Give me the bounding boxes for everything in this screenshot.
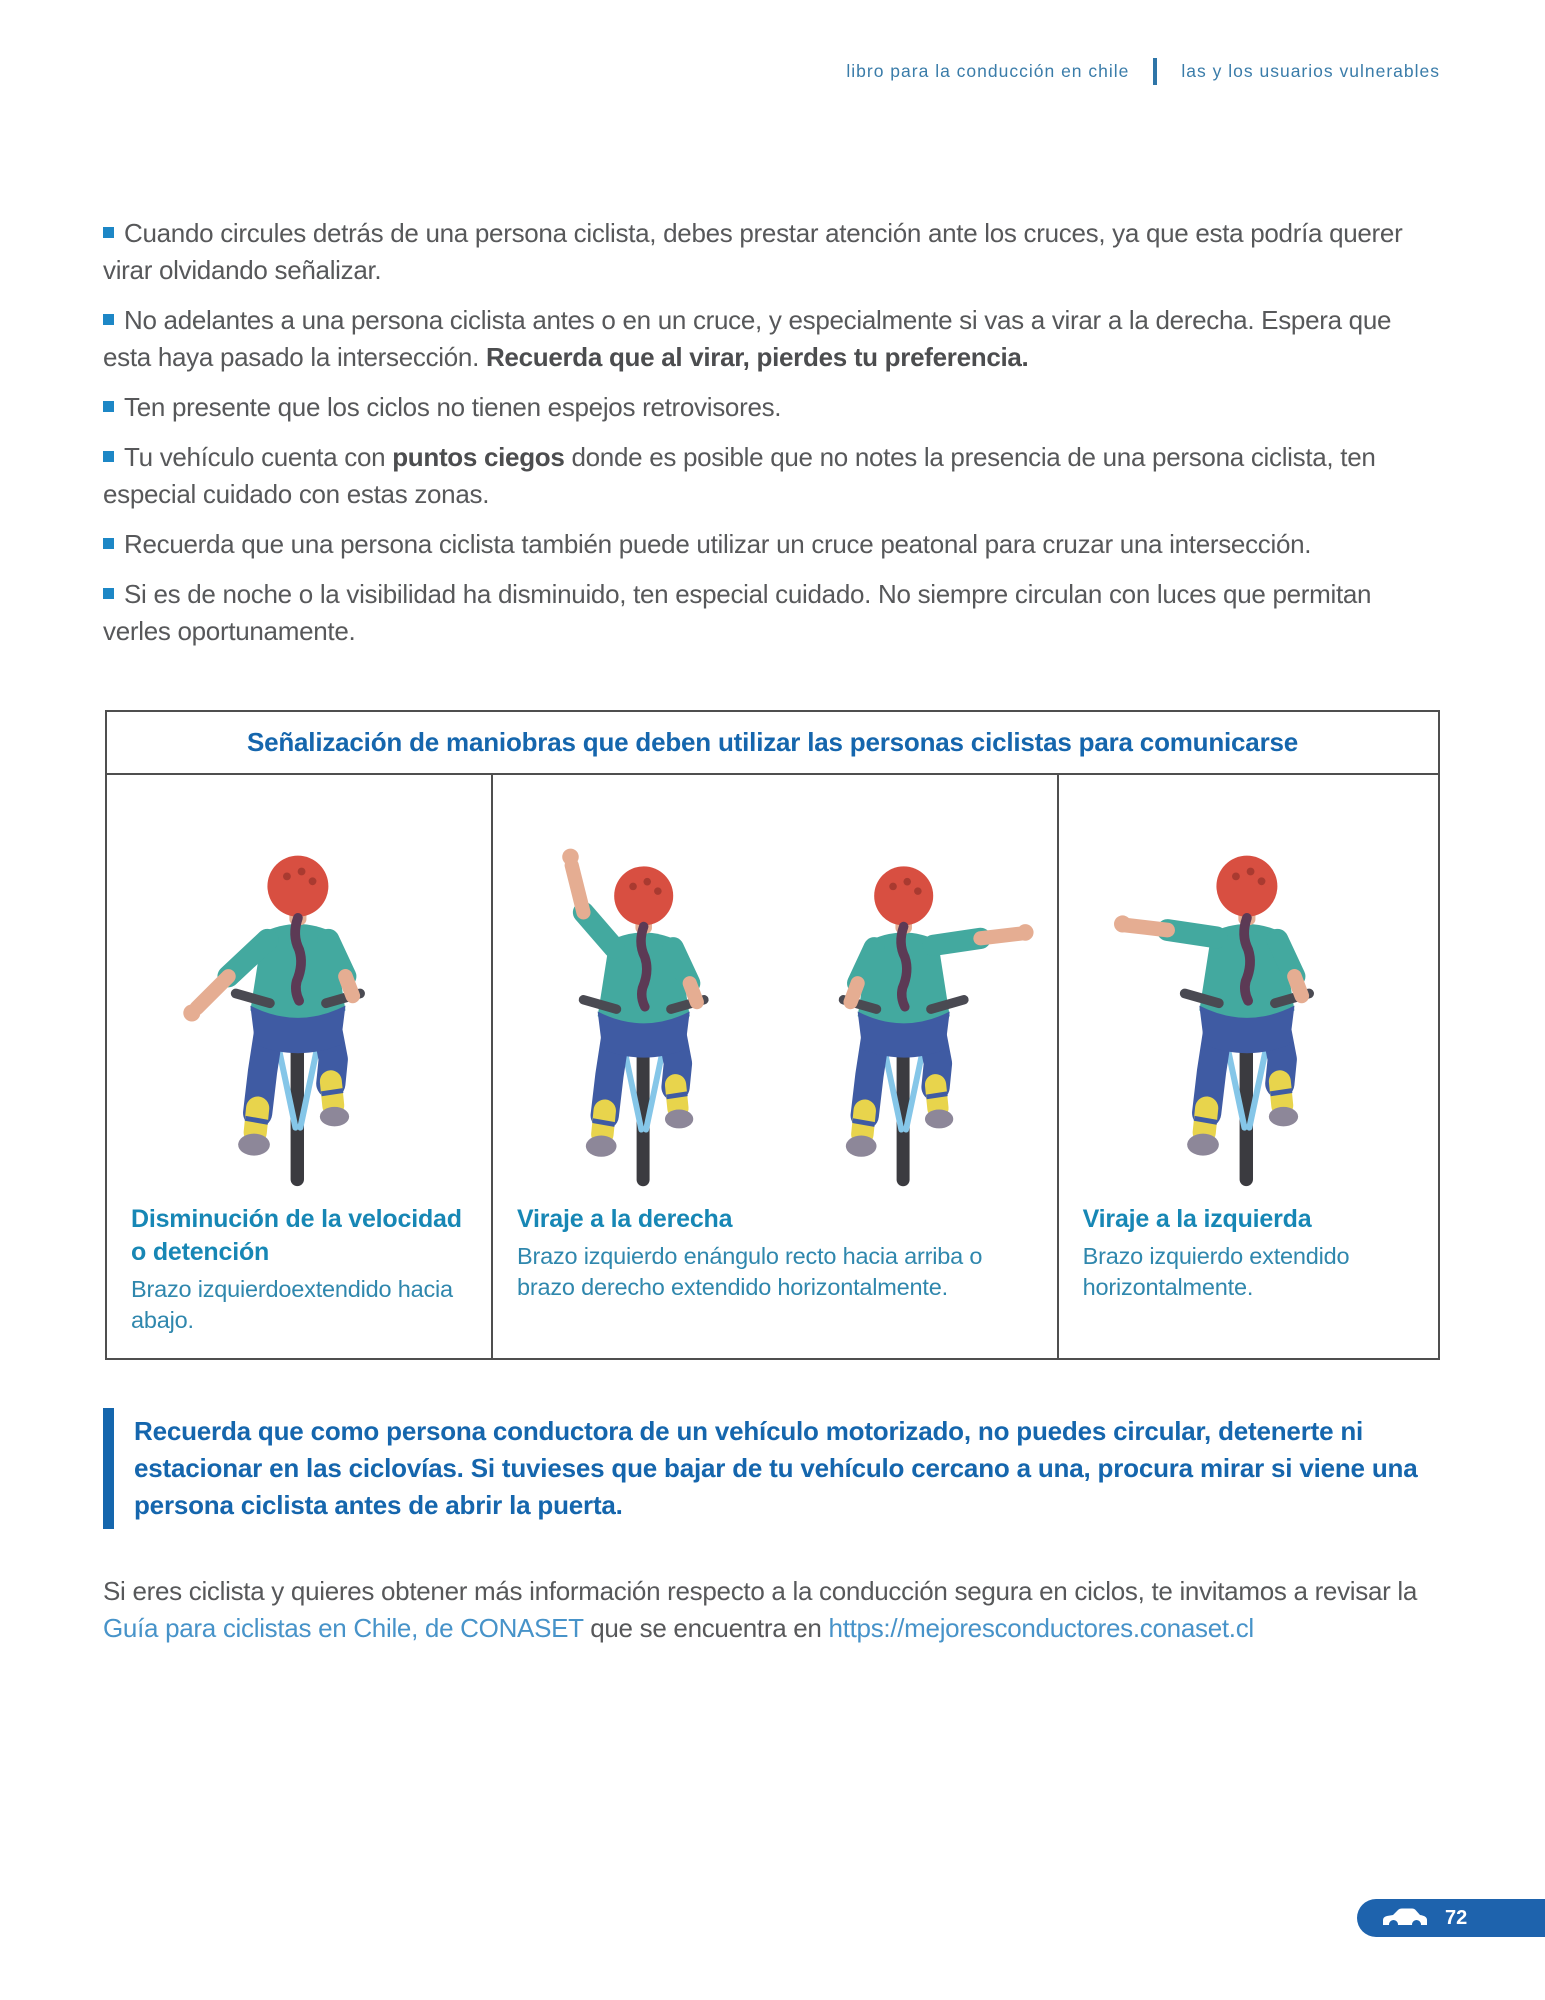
bullet-text: No adelantes a una persona ciclista antes o en un cruce, y especialmente si vas a virar a la derecha. Espera que esta haya pasado la intersección. <box>103 305 1392 372</box>
header-separator <box>1153 58 1157 85</box>
bullet-square-icon <box>103 538 114 549</box>
panel-left-turn <box>1059 775 1438 1358</box>
bullet-list <box>103 215 1442 650</box>
panel-illustration <box>107 775 491 1193</box>
bullet-square-icon <box>103 314 114 325</box>
header-section-title: las y los usuarios vulnerables <box>1181 61 1440 81</box>
panel-caption <box>1059 1193 1438 1321</box>
bullet-square-icon <box>103 227 114 238</box>
panel-caption <box>107 1193 491 1354</box>
bullet-text: donde es posible que no notes la presencia de una persona ciclista, ten especial cuidado con estas zonas. <box>103 442 1376 509</box>
header-book-title: libro para la conducción en chile <box>846 61 1130 81</box>
conaset-url-link[interactable]: https://mejoresconductores.conaset.cl <box>828 1613 1254 1643</box>
closing-text: Si eres ciclista y quieres obtener más información respecto a la conducción segura en ciclos, te invitamos a revisar la <box>103 1576 1418 1606</box>
bullet-text-bold: Recuerda que al virar, pierdes tu preferencia. <box>485 342 1029 372</box>
bullet-text: Ten presente que los ciclos no tienen espejos retrovisores. <box>124 392 782 422</box>
panel-slow-or-stop <box>107 775 493 1358</box>
bullet-text: Recuerda que una persona ciclista también puede utilizar un cruce peatonal para cruzar una intersección. <box>124 529 1312 559</box>
list-item <box>103 389 1442 426</box>
cycleway-callout: Recuerda que como persona conductora de un vehículo motorizado, no puedes circular, detenerte ni estacionar en las ciclovías. Si tuvieses que bajar de tu vehículo cercano a una, procura mirar si viene una persona ciclista antes de abrir la puerta. <box>103 1408 1440 1529</box>
panel-caption <box>493 1193 1057 1321</box>
panel-description: Brazo izquierdoextendido hacia abajo. <box>131 1276 453 1333</box>
cyclist-arm-up-illustration <box>515 825 775 1191</box>
bullet-square-icon <box>103 401 114 412</box>
panel-heading: Disminución de la velocidad o detención <box>131 1205 462 1266</box>
panel-description: Brazo izquierdo extendido horizontalmente. <box>1082 1243 1350 1300</box>
bullet-text: Tu vehículo cuenta con <box>124 442 393 472</box>
list-item <box>103 439 1442 513</box>
figure-panels <box>107 775 1438 1358</box>
panel-description: Brazo izquierdo enángulo recto hacia arriba o brazo derecho extendido horizontalmente. <box>516 1243 983 1300</box>
panel-illustration <box>493 775 1057 1193</box>
cyclist-arm-down-illustration <box>165 813 433 1191</box>
list-item <box>103 302 1442 376</box>
figure-title: Señalización de maniobras que deben utilizar las personas ciclistas para comunicarse <box>107 712 1438 775</box>
list-item <box>103 576 1442 650</box>
bullet-text: Si es de noche o la visibilidad ha disminuido, ten especial cuidado. No siempre circulan con luces que permitan verles oportunamente. <box>103 579 1372 646</box>
bullet-text: Cuando circules detrás de una persona ciclista, debes prestar atención ante los cruces, ya que esta podría querer virar olvidando señalizar. <box>103 218 1403 285</box>
bullet-square-icon <box>103 588 114 599</box>
car-icon <box>1381 1906 1429 1930</box>
bullet-square-icon <box>103 451 114 462</box>
list-item <box>103 215 1442 289</box>
page-number: 72 <box>1445 1906 1468 1929</box>
guide-link[interactable]: Guía para ciclistas en Chile, de CONASET <box>103 1613 584 1643</box>
cyclist-left-arm-out-illustration <box>1114 813 1382 1191</box>
panel-heading: Viraje a la izquierda <box>1082 1205 1312 1233</box>
panel-right-turn <box>493 775 1059 1358</box>
signals-figure <box>105 710 1440 1360</box>
closing-text: que se encuentra en <box>583 1613 829 1643</box>
panel-illustration <box>1059 775 1438 1193</box>
list-item <box>103 526 1442 563</box>
bullet-text-bold: puntos ciegos <box>392 442 565 472</box>
page-header <box>0 0 1545 85</box>
closing-paragraph <box>103 1573 1440 1647</box>
cyclist-right-arm-out-illustration <box>775 825 1035 1191</box>
panel-heading: Viraje a la derecha <box>516 1205 733 1233</box>
page-number-bar <box>1357 1899 1545 1937</box>
